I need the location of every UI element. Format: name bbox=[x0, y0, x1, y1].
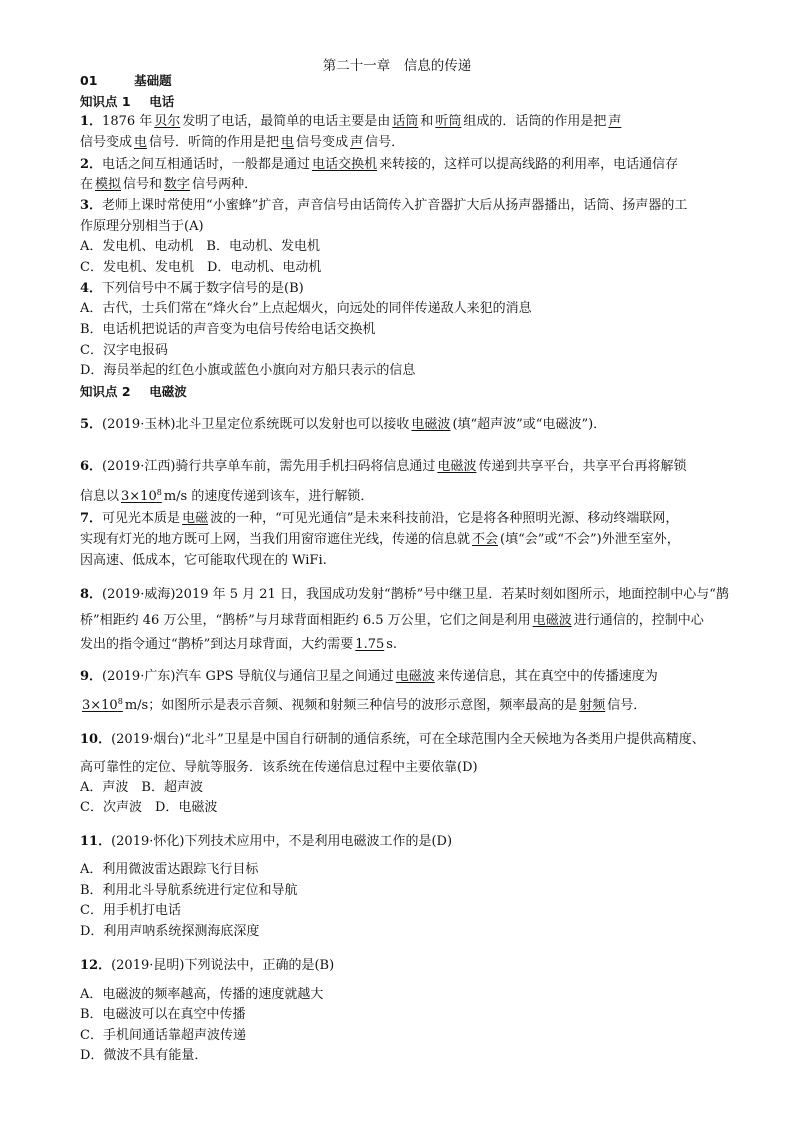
kp2-name: 电磁波 bbox=[149, 384, 187, 399]
q5-text: (2019·玉林)北斗卫星定位系统既可以发射也可以接收 bbox=[102, 417, 410, 432]
q1-text: 信号变成 bbox=[296, 135, 349, 150]
q9-text: 来传递信息，其在真空中的传播速度为 bbox=[436, 669, 658, 684]
knowledge-point-2 bbox=[80, 383, 780, 401]
q8-line2 bbox=[80, 612, 780, 630]
q12-option-c: C．手机间通话靠超声波传递 bbox=[80, 1028, 246, 1043]
q2-number: 2． bbox=[80, 157, 103, 172]
q1-answer: 声 bbox=[608, 114, 622, 129]
q10-line2: 高可靠性的定位、导航等服务．该系统在传递信息过程中主要依靠(D) bbox=[80, 760, 478, 775]
q7-line3: 因高速、低成本，它可能取代现在的 WiFi. bbox=[80, 553, 327, 568]
q4-stem bbox=[80, 280, 780, 298]
q1-answer: 声 bbox=[350, 135, 364, 150]
q4-number: 4． bbox=[80, 281, 103, 296]
q6-text: 传递到共享平台，共享平台再将解锁 bbox=[478, 459, 687, 474]
q5-text: (填“超声波”或“电磁波”)． bbox=[452, 417, 607, 432]
q2-text: 来转接的，这样可以提高线路的利用率，电话通信存 bbox=[379, 157, 679, 172]
q1-answer: 电 bbox=[134, 135, 148, 150]
q11-stem bbox=[80, 833, 780, 851]
q12-option-a: A．电磁波的频率越高，传播的速度就越大 bbox=[80, 987, 324, 1002]
q9-line1 bbox=[80, 668, 780, 686]
q8-text: s. bbox=[386, 637, 398, 652]
q8-text: (2019·威海)2019 年 5 月 21 日，我国成功发射“鹊桥”号中继卫星．若某时刻如图所示，地面控制中心与“鹊 bbox=[102, 587, 729, 602]
q9-number: 9． bbox=[80, 669, 103, 684]
q4-option-d: D．海员举起的红色小旗或蓝色小旗向对方船只表示的信息 bbox=[80, 363, 416, 378]
q4-text: 下列信号中不属于数字信号的是(B) bbox=[102, 281, 304, 296]
q9-speed-exponent: 8 bbox=[117, 697, 123, 706]
q11-number: 11． bbox=[80, 834, 112, 849]
q1-text: 发明了电话，最简单的电话主要是由 bbox=[182, 114, 391, 129]
kp2-label: 知识点 2 bbox=[80, 384, 131, 399]
q2-answer: 数字 bbox=[164, 177, 191, 192]
q7-line2 bbox=[80, 531, 780, 549]
q2-answer: 电话交换机 bbox=[312, 157, 378, 172]
q3-stem-line2: 作原理分别相当于(A) bbox=[80, 219, 204, 234]
q8-line3 bbox=[80, 636, 780, 654]
q6-text: m/s 的速度传递到该车，进行解锁． bbox=[163, 489, 374, 504]
q3-text: 老师上课时常使用“小蜜蜂”扩音，声音信号由话筒传入扩音器扩大后从扬声器播出，话筒、扬声器的工 bbox=[102, 198, 688, 213]
q3-stem-line1 bbox=[80, 197, 780, 215]
q11-option-a: A．利用微波雷达跟踪飞行目标 bbox=[80, 862, 259, 877]
q1-text: 组成的．话筒的作用是把 bbox=[463, 114, 607, 129]
q2-line2 bbox=[80, 176, 780, 194]
q9-line2 bbox=[80, 697, 780, 715]
q7-answer: 电磁 bbox=[182, 511, 209, 526]
q12-option-b: B．电磁波可以在真空中传播 bbox=[80, 1007, 246, 1022]
q10-text: (2019·烟台)“北斗”卫星是中国自行研制的通信系统，可在全球范围内全天候地为各类用户提供高精度、 bbox=[111, 732, 705, 747]
q2-text: 在 bbox=[80, 177, 94, 192]
q7-text: 实现有灯光的地方既可上网，当我们用窗帘遮住光线，传递的信息就 bbox=[80, 532, 471, 547]
q8-text: 发出的指令通过“鹊桥”到达月球背面，大约需要 bbox=[80, 637, 354, 652]
kp1-name: 电话 bbox=[149, 94, 175, 109]
q3-options-cd: C．发电机、发电机 D．电动机、电动机 bbox=[80, 260, 322, 275]
q2-text: 信号和 bbox=[123, 177, 163, 192]
q2-answer: 模拟 bbox=[95, 177, 122, 192]
q8-text: 桥”相距约 46 万公里，“鹊桥”与月球背面相距约 6.5 万公里，它们之间是利用 bbox=[80, 613, 531, 628]
q5-answer: 电磁波 bbox=[411, 417, 451, 432]
q6-text: (2019·江西)骑行共享单车前，需先用手机扫码将信息通过 bbox=[102, 459, 436, 474]
q8-line1 bbox=[80, 586, 780, 604]
q8-answer: 电磁波 bbox=[532, 613, 572, 628]
q9-answer: 射频 bbox=[579, 698, 606, 713]
q4-option-c: C．汉字电报码 bbox=[80, 343, 168, 358]
q11-option-d: D．利用声呐系统探测海底深度 bbox=[80, 924, 260, 939]
q1-number: 1． bbox=[80, 114, 103, 129]
q2-text: 电话之间互相通话时，一般都是通过 bbox=[102, 157, 311, 172]
kp1-label: 知识点 1 bbox=[80, 94, 131, 109]
q1-answer-receiver: 听筒 bbox=[435, 114, 462, 129]
q10-options-cd: C．次声波 D．电磁波 bbox=[80, 800, 218, 815]
q3-options-ab: A．发电机、电动机 B．电动机、发电机 bbox=[80, 239, 320, 254]
q1-text: 信号． bbox=[365, 135, 405, 150]
q10-number: 10． bbox=[80, 732, 112, 747]
q12-option-d: D．微波不具有能量． bbox=[80, 1048, 208, 1063]
q8-text: 进行通信的，控制中心 bbox=[573, 613, 704, 628]
q5-number: 5． bbox=[80, 417, 103, 432]
q10-line1 bbox=[80, 731, 780, 749]
q6-answer-speed bbox=[119, 489, 164, 504]
page-title: 第二十一章 信息的传递 bbox=[322, 58, 472, 74]
q4-option-b: B．电话机把说话的声音变为电信号传给电话交换机 bbox=[80, 322, 376, 337]
q5-line bbox=[80, 416, 780, 434]
q7-number: 7． bbox=[80, 511, 103, 526]
q8-number: 8． bbox=[80, 587, 103, 602]
q2-line1 bbox=[80, 156, 780, 174]
q7-answer: 不会 bbox=[472, 532, 499, 547]
q8-answer: 1.75 bbox=[355, 637, 385, 652]
section-heading bbox=[80, 72, 780, 90]
q12-number: 12． bbox=[80, 958, 112, 973]
q6-speed-base: 3×10 bbox=[121, 489, 157, 504]
knowledge-point-1 bbox=[80, 93, 780, 111]
q9-answer-speed bbox=[80, 698, 125, 713]
section-label: 基础题 bbox=[134, 73, 172, 88]
q6-line1 bbox=[80, 458, 780, 476]
q9-speed-base: 3×10 bbox=[82, 698, 118, 713]
q1-answer-inventor: 贝尔 bbox=[154, 114, 181, 129]
q6-line2 bbox=[80, 488, 780, 506]
q1-line1 bbox=[80, 113, 780, 131]
q7-text: 可见光本质是 bbox=[102, 511, 181, 526]
q7-text: (填“会”或“不会”)外泄至室外， bbox=[500, 532, 680, 547]
q7-text: 波的一种，“可见光通信”是未来科技前沿，它是将各种照明光源、移动终端联网， bbox=[210, 511, 679, 526]
q4-option-a: A．古代，士兵们常在“烽火台”上点起烟火，向远处的同伴传递敌人来犯的消息 bbox=[80, 301, 532, 316]
q1-answer: 电 bbox=[281, 135, 295, 150]
q9-text: 信号． bbox=[607, 698, 647, 713]
q3-number: 3． bbox=[80, 198, 103, 213]
q6-number: 6． bbox=[80, 459, 103, 474]
q12-stem bbox=[80, 957, 780, 975]
q2-text: 信号两种． bbox=[192, 177, 258, 192]
q7-line1 bbox=[80, 510, 780, 528]
q1-text: 信号．听筒的作用是把 bbox=[149, 135, 280, 150]
q9-answer: 电磁波 bbox=[395, 669, 435, 684]
q11-option-c: C．用手机打电话 bbox=[80, 903, 181, 918]
q6-answer: 电磁波 bbox=[437, 459, 477, 474]
q1-text: 和 bbox=[420, 114, 434, 129]
q1-line2 bbox=[80, 134, 780, 152]
section-number: 01 bbox=[80, 73, 98, 88]
q6-text: 信息以 bbox=[80, 489, 120, 504]
q9-text: m/s；如图所示是表示音频、视频和射频三种信号的波形示意图，频率最高的是 bbox=[124, 698, 578, 713]
q12-text: (2019·昆明)下列说法中，正确的是(B) bbox=[111, 958, 335, 973]
q11-text: (2019·怀化)下列技术应用中，不是利用电磁波工作的是(D) bbox=[111, 834, 453, 849]
q1-text: 1876 年 bbox=[102, 114, 153, 129]
q1-text: 信号变成 bbox=[80, 135, 133, 150]
q1-answer-mic: 话筒 bbox=[392, 114, 419, 129]
q11-option-b: B．利用北斗导航系统进行定位和导航 bbox=[80, 883, 298, 898]
q9-text: (2019·广东)汽车 GPS 导航仪与通信卫星之间通过 bbox=[102, 669, 394, 684]
q10-options-ab: A．声波 B．超声波 bbox=[80, 780, 203, 795]
q6-speed-exponent: 8 bbox=[156, 488, 162, 497]
